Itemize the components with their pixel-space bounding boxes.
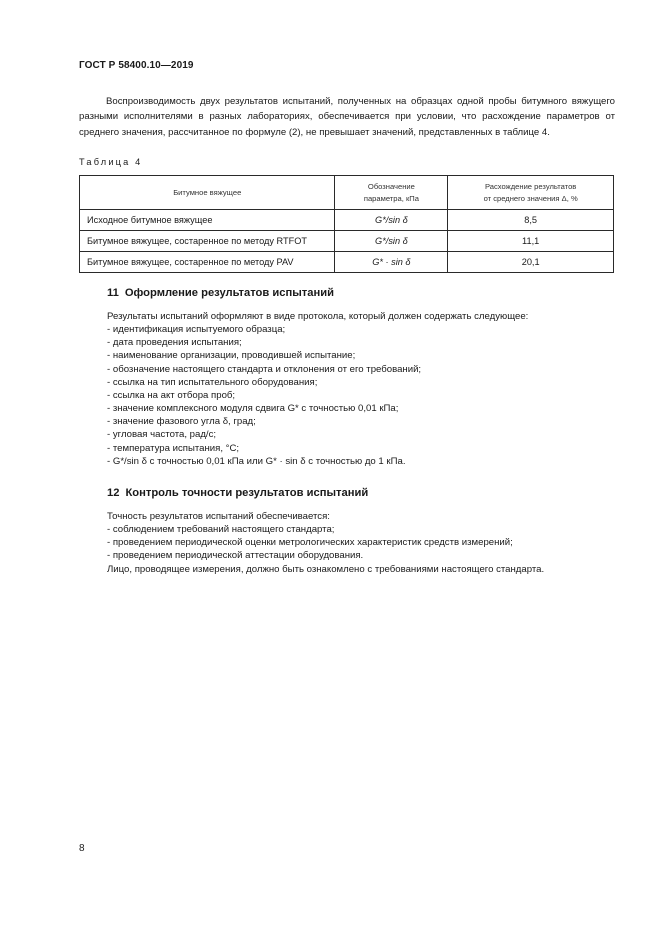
table-row: [80, 210, 614, 231]
header-deviation: Расхождение результатов от среднего значения Δ, %: [448, 176, 614, 210]
list-item: - ссылка на акт отбора проб;: [107, 389, 236, 401]
list-item: - ссылка на тип испытательного оборудования;: [107, 376, 318, 388]
list-item: - соблюдением требований настоящего стандарта;: [107, 524, 335, 536]
list-item: - значение комплексного модуля сдвига G* с точностью 0,01 кПа;: [107, 403, 399, 415]
cell-deviation: 8,5: [448, 210, 614, 231]
table-header-row: [80, 176, 614, 210]
table-caption: Таблица 4: [79, 157, 143, 167]
list-item: - угловая частота, рад/с;: [107, 429, 217, 441]
list-item: Результаты испытаний оформляют в виде протокола, который должен содержать следующее:: [107, 311, 529, 322]
list-item: - идентификация испытуемого образца;: [107, 324, 286, 336]
page-number: 8: [79, 843, 85, 854]
list-item: - наименование организации, проводившей испытание;: [107, 350, 356, 362]
header-binder: Битумное вяжущее: [80, 176, 335, 210]
section-11-number: 11: [107, 287, 119, 299]
section-12-number: 12: [107, 487, 120, 499]
cell-binder: Битумное вяжущее, состаренное по методу RTFOT: [80, 231, 335, 252]
list-item: Лицо, проводящее измерения, должно быть ознакомлено с требованиями настоящего стандарта.: [107, 563, 545, 575]
cell-parameter: G*/sin δ: [335, 210, 448, 231]
section-12-title: Контроль точности результатов испытаний: [125, 487, 369, 499]
table-row: [80, 231, 614, 252]
list-item: - температура испытания, °С;: [107, 442, 240, 454]
cell-deviation: 20,1: [448, 252, 614, 273]
cell-binder: Битумное вяжущее, состаренное по методу PAV: [80, 252, 335, 273]
header-parameter: Обозначение параметра, кПа: [335, 176, 448, 210]
list-item: Точность результатов испытаний обеспечивается:: [107, 511, 330, 522]
list-item: - значение фазового угла δ, град;: [107, 416, 256, 428]
section-11-heading: [107, 287, 334, 299]
section-12-body: [107, 510, 617, 576]
list-item: - проведением периодической аттестации оборудования.: [107, 550, 364, 562]
list-item: - дата проведения испытания;: [107, 337, 242, 349]
intro-paragraph: Воспроизводимость двух результатов испытаний, полученных на образцах одной пробы битумного вяжущего разными исполнителями в разных лабораториях, обеспечивается при условии, что расхождение параметров от среднего значения, рассчитанное по формуле (2), не превышает значений, представленных в таблице 4.: [79, 96, 615, 138]
table-4: [79, 175, 614, 273]
list-item: - обозначение настоящего стандарта и отклонения от его требований;: [107, 363, 422, 375]
document-header: ГОСТ Р 58400.10—2019: [79, 60, 194, 71]
cell-binder: Исходное битумное вяжущее: [80, 210, 335, 231]
cell-parameter: G*/sin δ: [335, 231, 448, 252]
cell-deviation: 11,1: [448, 231, 614, 252]
section-12-heading: [107, 487, 368, 499]
cell-parameter: G* · sin δ: [335, 252, 448, 273]
list-item: - G*/sin δ с точностью 0,01 кПа или G* · sin δ с точностью до 1 кПа.: [107, 455, 406, 467]
table-row: [80, 252, 614, 273]
section-11-body: [107, 310, 617, 468]
section-11-title: Оформление результатов испытаний: [124, 287, 335, 299]
list-item: - проведением периодической оценки метрологических характеристик средств измерений;: [107, 537, 513, 549]
